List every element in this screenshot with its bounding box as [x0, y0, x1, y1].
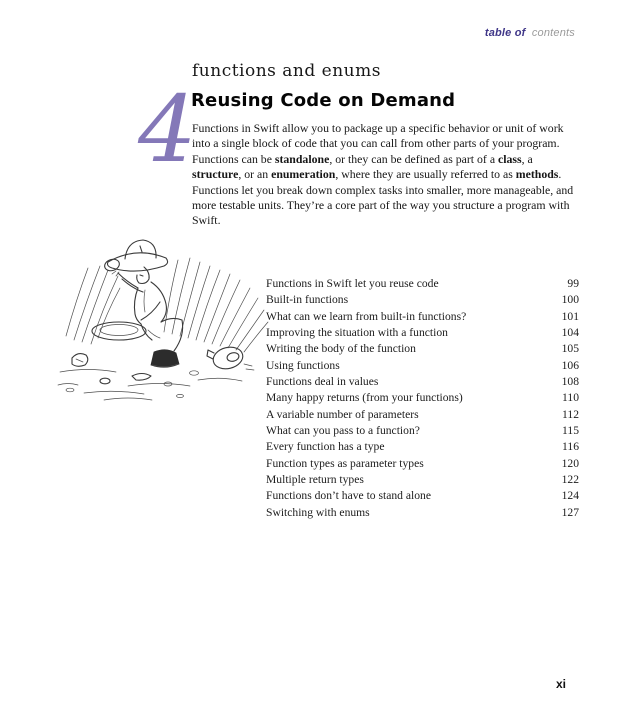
toc-row: [266, 359, 579, 375]
toc-entry-label: Switching with enums: [266, 505, 370, 519]
toc-row: [266, 391, 579, 407]
toc-entry-label: Built-in functions: [266, 293, 349, 307]
toc-entry-label: Writing the body of the function: [266, 342, 416, 356]
toc-entry-page: 110: [562, 391, 579, 405]
toc-entry-label: Using functions: [266, 358, 340, 372]
toc-entry-label: Multiple return types: [266, 473, 364, 487]
toc-entry-page: 115: [562, 424, 579, 438]
toc-entry-page: 127: [561, 505, 579, 519]
toc-entry-label: Functions deal in values: [266, 375, 379, 389]
toc-entry-page: 106: [561, 358, 579, 372]
toc-row: [266, 424, 579, 440]
grass-strokes: [66, 258, 268, 352]
running-header-section: table of: [484, 27, 526, 39]
chapter-kicker: functions and enums: [192, 61, 381, 81]
toc-row: [266, 489, 579, 505]
running-header-title: contents: [531, 27, 575, 39]
toc-entry-label: A variable number of parameters: [266, 407, 419, 421]
toc-row: [266, 326, 579, 342]
chapter-intro: Functions in Swift allow you to package up a specific behavior or unit of work into a single block of code that you can call from other parts of your program. Functions can be standalone, or they can be defined as part of a class, a structure, or an enumeration, where they are usually referred to as methods. Functions let you break down complex tasks into smaller, more manageable, and more testable units. They’re a core part of the way you structure a program with Swift.: [192, 121, 574, 228]
toc-entry-label: Many happy returns (from your functions): [266, 391, 463, 405]
toc-entry-page: 99: [567, 277, 579, 290]
toc-entry-label: Every function has a type: [266, 440, 385, 454]
chapter-title: Reusing Code on Demand: [191, 90, 456, 111]
toc-list: [266, 277, 579, 522]
toc-entry-page: 112: [562, 407, 579, 421]
toc-entry-page: 108: [561, 375, 579, 389]
toc-entry-page: 101: [561, 309, 579, 323]
toc-row: [266, 293, 579, 309]
toc-row: [266, 440, 579, 456]
chapter-number: 4: [138, 76, 197, 183]
toc-entry-label: Improving the situation with a function: [266, 326, 448, 340]
toc-row: [266, 457, 579, 473]
toc-row: [266, 277, 579, 293]
toc-entry-label: Functions in Swift let you reuse code: [266, 277, 439, 290]
toc-row: [266, 408, 579, 424]
toc-entry-label: Function types as parameter types: [266, 456, 424, 470]
page-number: xi: [555, 677, 566, 691]
toc-entry-page: 104: [561, 326, 579, 340]
running-header: [485, 27, 575, 39]
toc-entry-page: 122: [561, 473, 579, 487]
toc-entry-page: 116: [562, 440, 579, 454]
toc-entry-page: 100: [561, 293, 579, 307]
toc-entry-label: What can you pass to a function?: [266, 424, 420, 438]
toc-row: [266, 473, 579, 489]
toc-entry-page: 120: [561, 456, 579, 470]
toc-row: [266, 310, 579, 326]
toc-entry-page: 105: [561, 342, 579, 356]
toc-row: [266, 375, 579, 391]
toc-entry-label: What can we learn from built-in functions?: [266, 309, 467, 323]
toc-row: [266, 506, 579, 522]
prospector-illustration: [48, 218, 270, 406]
toc-entry-page: 124: [561, 489, 579, 503]
toc-entry-label: Functions don’t have to stand alone: [266, 489, 431, 503]
toc-row: [266, 342, 579, 358]
